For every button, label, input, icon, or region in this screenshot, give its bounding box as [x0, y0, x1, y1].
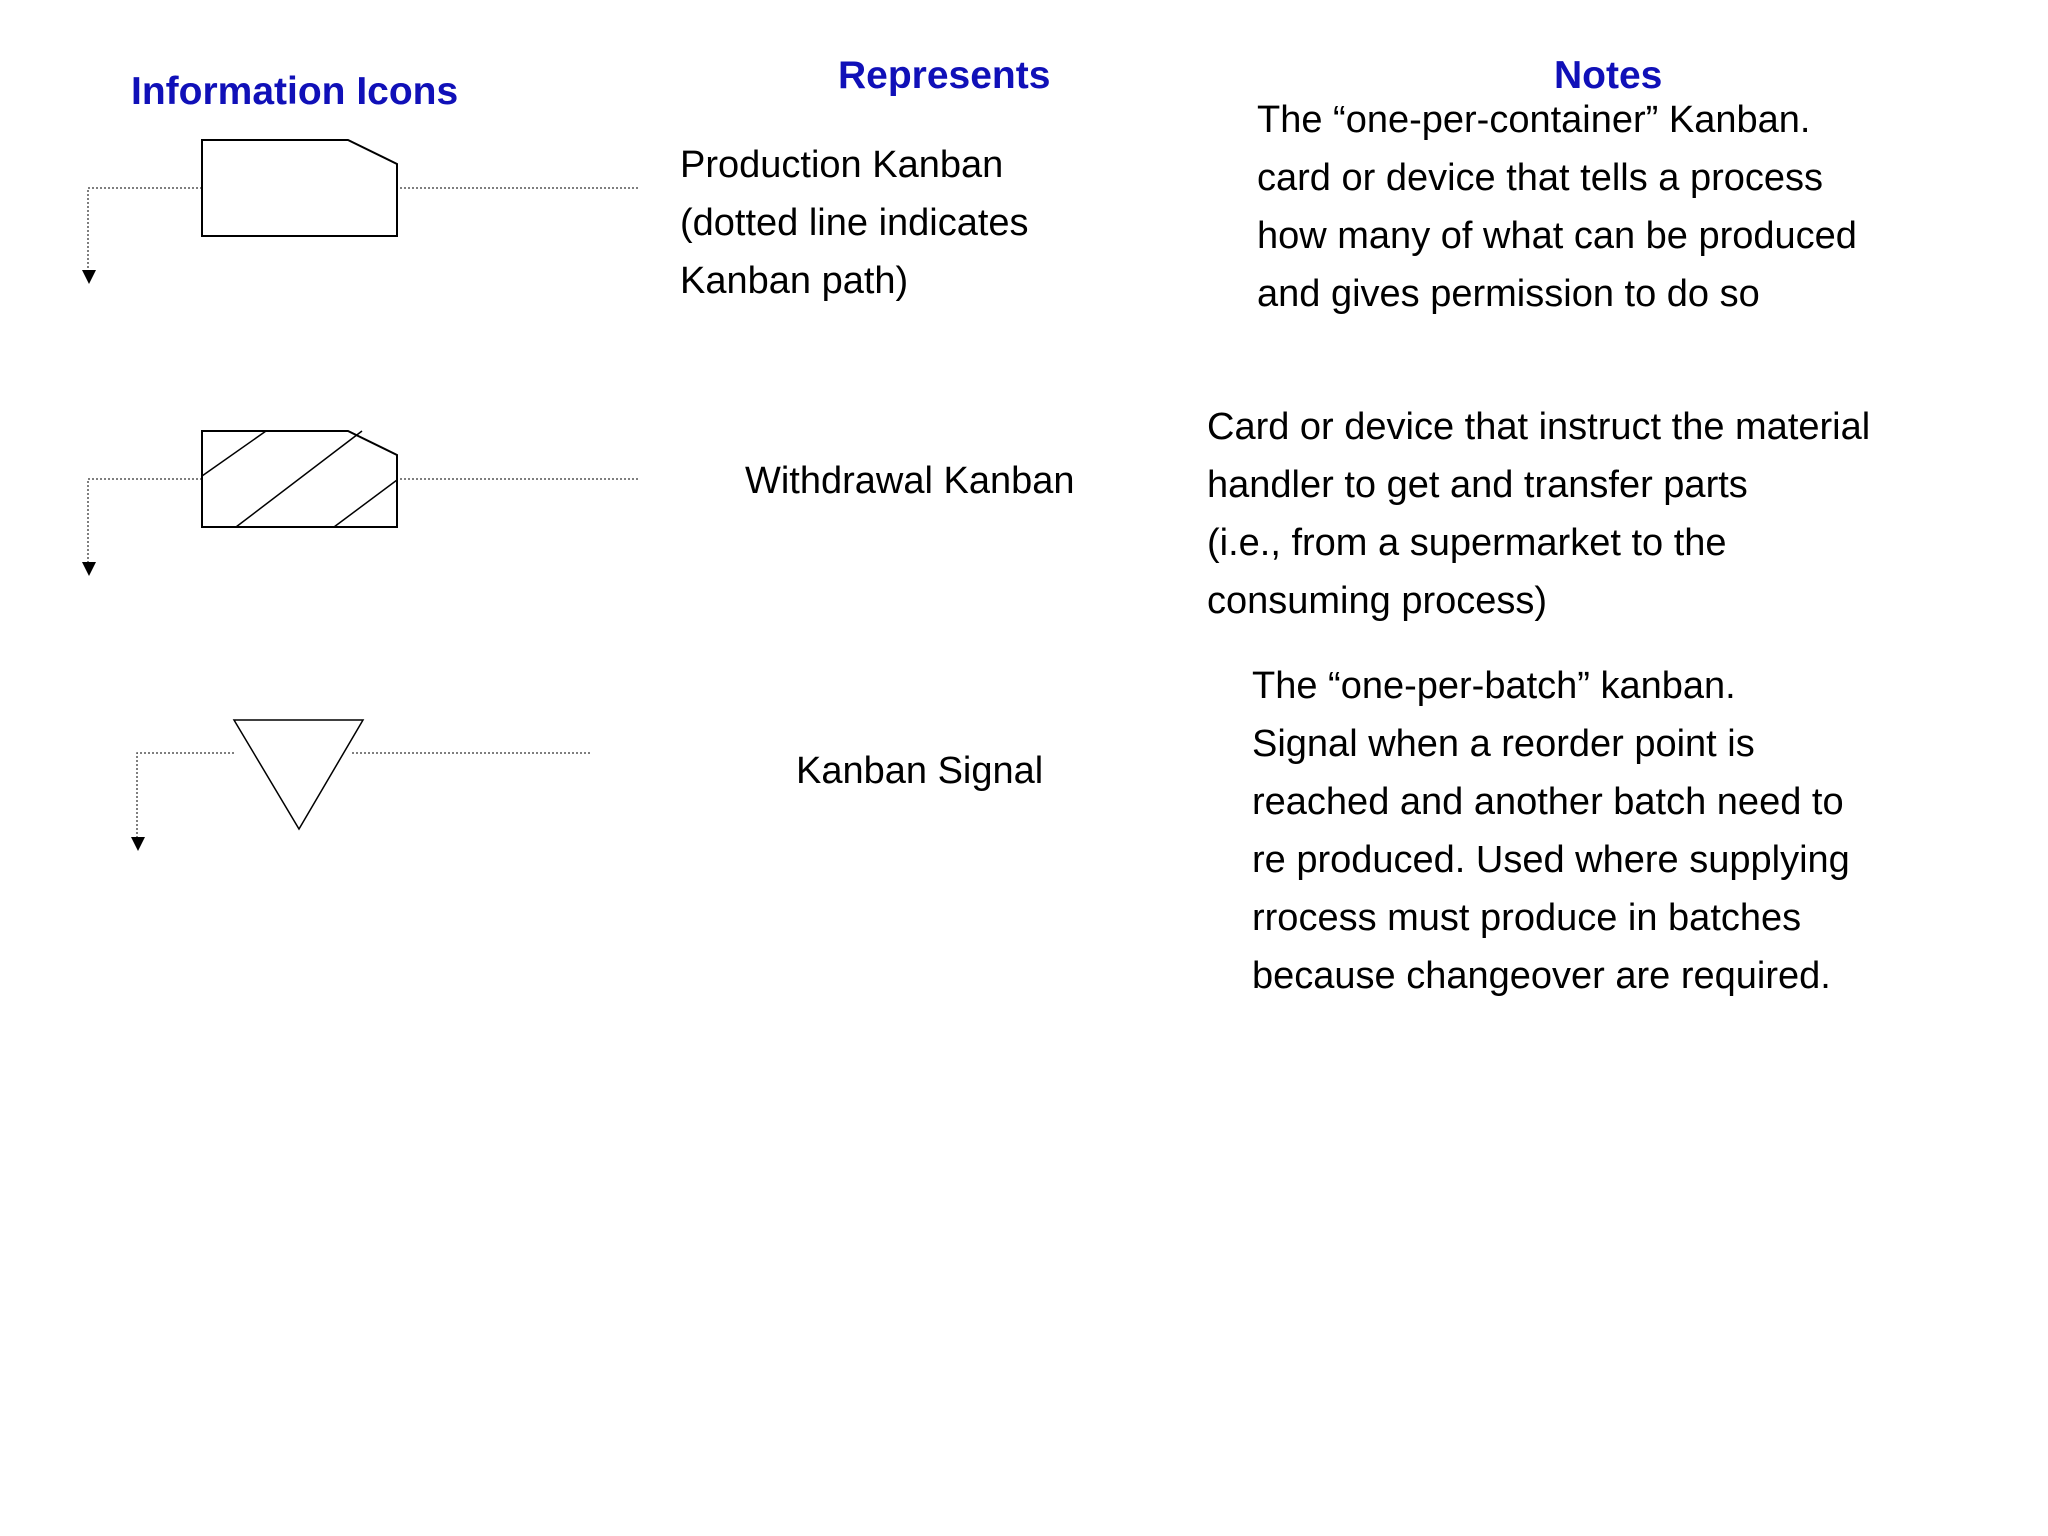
notes-line: re produced. Used where supplying: [1252, 839, 1850, 881]
notes-line: how many of what can be produced: [1257, 215, 1857, 257]
production-kanban-notes: [1257, 91, 1857, 323]
production-kanban-represents: [680, 136, 1029, 310]
represents-line: (dotted line indicates: [680, 202, 1029, 244]
notes-line: handler to get and transfer parts: [1207, 464, 1748, 506]
notes-line: because changeover are required.: [1252, 955, 1831, 997]
kanban-signal-represents: [796, 742, 1043, 800]
notes-line: (i.e., from a supermarket to the: [1207, 522, 1727, 564]
notes-line: and gives permission to do so: [1257, 273, 1760, 315]
notes-line: Card or device that instruct the material: [1207, 406, 1871, 448]
production-kanban-icon: [82, 140, 638, 284]
notes-line: reached and another batch need to: [1252, 781, 1844, 823]
notes-line: The “one-per-batch” kanban.: [1252, 665, 1736, 707]
information-icons-header: Information Icons: [131, 70, 459, 113]
withdrawal-kanban-icon: [82, 431, 638, 576]
notes-line: rrocess must produce in batches: [1252, 897, 1802, 939]
notes-line: card or device that tells a process: [1257, 157, 1824, 199]
represents-line: Withdrawal Kanban: [745, 460, 1075, 502]
kanban-signal-icon: [131, 720, 590, 851]
represents-line: Kanban path): [680, 260, 909, 302]
withdrawal-kanban-notes: [1207, 398, 1870, 630]
represents-line: Production Kanban: [680, 144, 1004, 186]
notes-header: Notes: [1554, 54, 1663, 97]
notes-line: Signal when a reorder point is: [1252, 723, 1755, 765]
notes-line: consuming process): [1207, 580, 1548, 622]
withdrawal-kanban-represents: [745, 452, 1075, 510]
represents-line: Kanban Signal: [796, 750, 1044, 792]
notes-line: The “one-per-container” Kanban.: [1257, 99, 1811, 141]
represents-header: Represents: [838, 54, 1051, 97]
kanban-signal-notes: [1252, 657, 1850, 1005]
